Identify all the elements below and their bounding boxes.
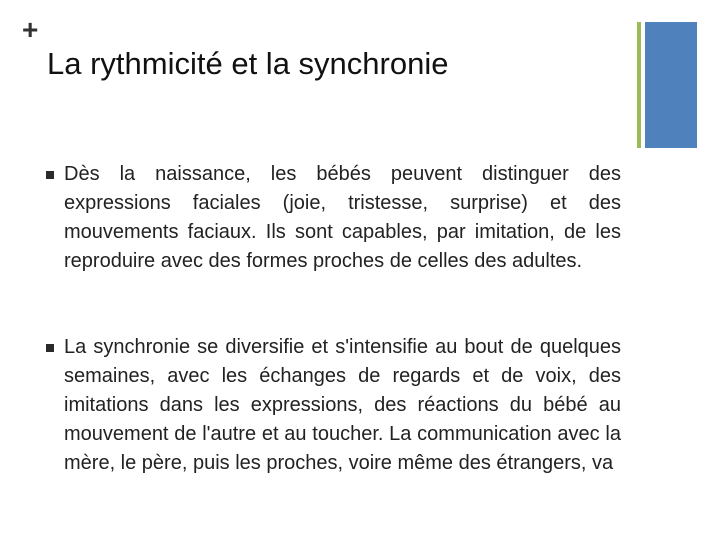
- bullet-item: [46, 160, 621, 276]
- bullet-item: [46, 333, 621, 478]
- bullet-text: Dès la naissance, les bébés peuvent distinguer des expressions faciales (joie, tristesse, surprise) et des mouvements faciaux. Ils sont capables, par imitation, de les reproduire avec des formes proches de celles des adultes.: [64, 163, 621, 272]
- accent-bar-blue: [645, 22, 697, 148]
- square-bullet-icon: [46, 171, 54, 179]
- square-bullet-icon: [46, 344, 54, 352]
- bullet-text: La synchronie se diversifie et s'intensifie au bout de quelques semaines, avec les échanges de regards et de voix, des imitations dans les expressions, des réactions du bébé au mouvement de l'autre et au toucher. La communication avec la mère, le père, puis les proches, voire même des étrangers, va: [64, 336, 621, 474]
- plus-icon: +: [22, 14, 39, 45]
- accent-bar-green: [637, 22, 641, 148]
- slide-content: [46, 160, 621, 540]
- slide-title: La rythmicité et la synchronie: [47, 46, 449, 81]
